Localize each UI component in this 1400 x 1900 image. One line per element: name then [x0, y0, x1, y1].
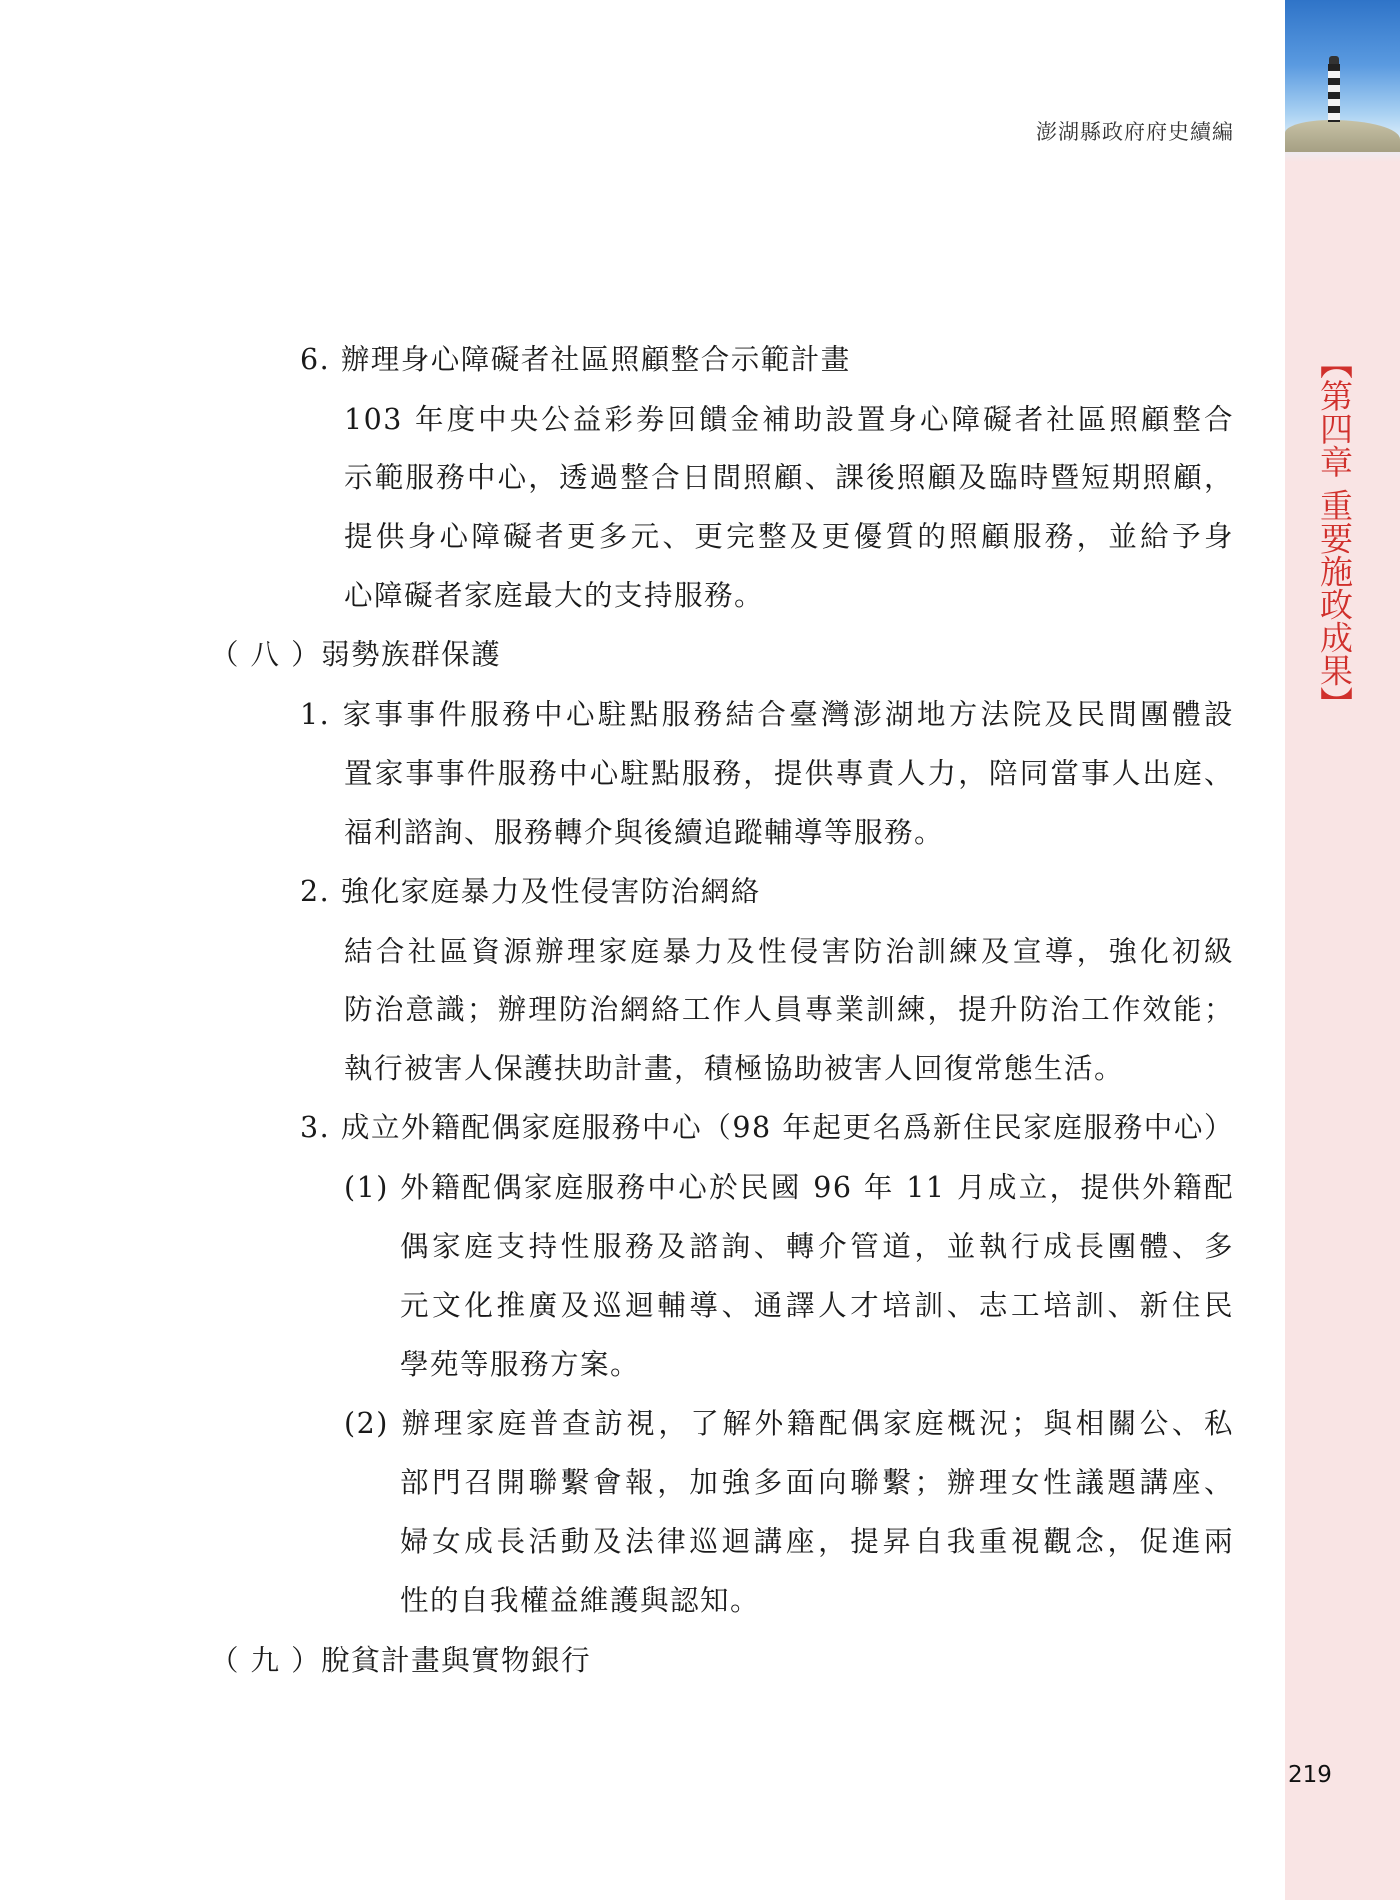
paragraph-line: 置家事事件服務中心駐點服務，提供專責人力，陪同當事人出庭、 [344, 757, 1234, 790]
paragraph-line: 提供身心障礙者更多元、更完整及更優質的照顧服務，並給予身 [344, 520, 1234, 553]
paragraph-line: 福利諮詢、服務轉介與後續追蹤輔導等服務。 [344, 816, 945, 849]
paragraph-line: 防治意識；辦理防治網絡工作人員專業訓練，提升防治工作效能； [344, 993, 1234, 1026]
paragraph-line: 結合社區資源辦理家庭暴力及性侵害防治訓練及宣導，強化初級 [344, 935, 1234, 968]
paragraph-line: (2) 辦理家庭普查訪視，了解外籍配偶家庭概況；與相關公、私 [344, 1407, 1234, 1440]
paragraph-line: 心障礙者家庭最大的支持服務。 [344, 579, 765, 612]
paragraph-line: 性的自我權益維護與認知。 [400, 1584, 761, 1617]
paragraph-line: 婦女成長活動及法律巡迴講座，提昇自我重視觀念，促進兩 [400, 1525, 1234, 1558]
page-number: 219 [1288, 1762, 1332, 1788]
paragraph-line: 103 年度中央公益彩劵回饋金補助設置身心障礙者社區照顧整合 [344, 403, 1234, 436]
paragraph-line: 1. 家事事件服務中心駐點服務結合臺灣澎湖地方法院及民間團體設 [300, 698, 1234, 731]
item-heading: 2. 強化家庭暴力及性侵害防治網絡 [300, 875, 761, 908]
paragraph-line: 示範服務中心，透過整合日間照顧、課後照顧及臨時暨短期照顧， [344, 461, 1234, 494]
section-heading: （ 八 ）弱勢族群保護 [210, 638, 502, 671]
paragraph-line: 元文化推廣及巡迴輔導、通譯人才培訓、志工培訓、新住民 [400, 1289, 1234, 1322]
section-heading: （ 九 ）脫貧計畫與實物銀行 [210, 1644, 592, 1677]
lighthouse-tower [1328, 64, 1340, 122]
book-title: 澎湖縣政府府史續編 [1036, 120, 1234, 144]
item-heading: 3. 成立外籍配偶家庭服務中心（98 年起更名爲新住民家庭服務中心） [300, 1111, 1234, 1144]
side-band [1285, 0, 1400, 1900]
paragraph-line: 執行被害人保護扶助計畫，積極協助被害人回復常態生活。 [344, 1052, 1125, 1085]
paragraph-line: 偶家庭支持性服務及諮詢、轉介管道，並執行成長團體、多 [400, 1230, 1234, 1263]
photo-ground [1285, 120, 1400, 152]
paragraph-line: 學苑等服務方案。 [400, 1348, 641, 1381]
item-heading: 6. 辦理身心障礙者社區照顧整合示範計畫 [300, 343, 851, 376]
chapter-tab: 【第四章 重要施政成果】 [1315, 346, 1354, 720]
paragraph-line: (1) 外籍配偶家庭服務中心於民國 96 年 11 月成立，提供外籍配 [344, 1171, 1234, 1204]
paragraph-line: 部門召開聯繫會報，加強多面向聯繫；辦理女性議題講座、 [400, 1466, 1234, 1499]
lighthouse-photo [1285, 0, 1400, 162]
